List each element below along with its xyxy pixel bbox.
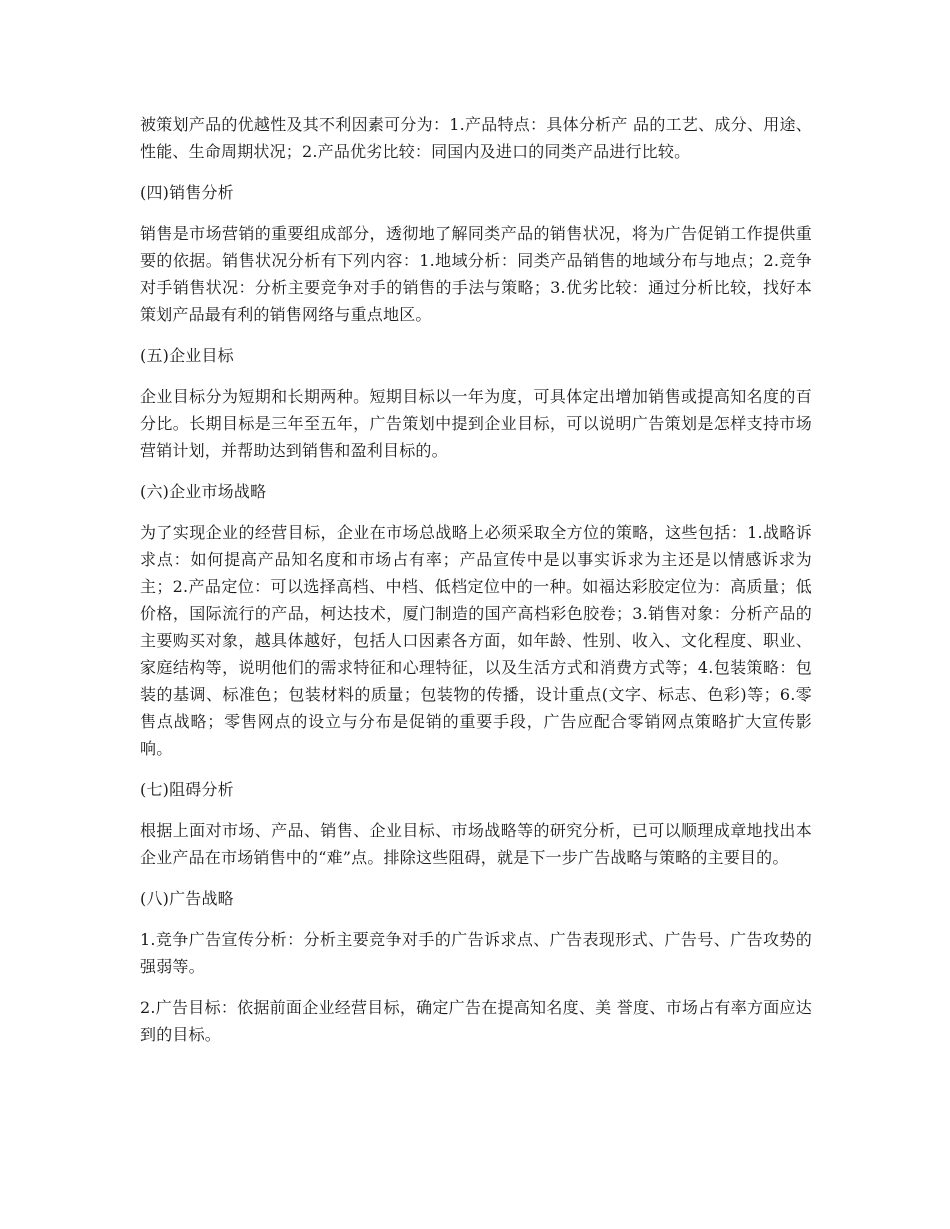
heading-ad-strategy: (八)广告战略: [140, 889, 234, 908]
paragraph-product-advantages: 被策划产品的优越性及其不利因素可分为：1.产品特点：具体分析产 品的工艺、成分、用途、性能、生命周期状况；2.产品优劣比较：同国内及进口的同类产品进行比较。: [140, 115, 812, 161]
heading-enterprise-goals: (五)企业目标: [140, 346, 234, 365]
paragraph-enterprise-goals: 企业目标分为短期和长期两种。短期目标以一年为度，可具体定出增加销售或提高知名度的百分比。长期目标是三年至五年，广告策划中提到企业目标，可以说明广告策划是怎样支持市场营销计划，并帮助达到销售和盈利目标的。: [140, 387, 812, 460]
paragraph-obstacle-analysis: 根据上面对市场、产品、销售、企业目标、市场战略等的研究分析，已可以顺理成章地找出本企业产品在市场销售中的“难”点。排除这些阻碍，就是下一步广告战略与策略的主要目的。: [140, 821, 812, 867]
paragraph-ad-goals: 2.广告目标：依据前面企业经营目标，确定广告在提高知名度、美 誉度、市场占有率方面应达到的目标。: [140, 998, 812, 1044]
document-body: [140, 111, 812, 1062]
heading-obstacle-analysis: (七)阻碍分析: [140, 780, 234, 799]
paragraph-sales-analysis: 销售是市场营销的重要组成部分，透彻地了解同类产品的销售状况，将为广告促销工作提供重要的依据。销售状况分析有下列内容：1.地域分析：同类产品销售的地域分布与地点；2.竞争对手销售状况：分析主要竞争对手的销售的手法与策略；3.优劣比较：通过分析比较，找好本策划产品最有利的销售网络与重点地区。: [140, 224, 812, 324]
heading-market-strategy: (六)企业市场战略: [140, 482, 267, 501]
paragraph-competitive-ad-analysis: 1.竞争广告宣传分析：分析主要竞争对手的广告诉求点、广告表现形式、广告号、广告攻势的强弱等。: [140, 930, 812, 976]
paragraph-market-strategy: 为了实现企业的经营目标，企业在市场总战略上必须采取全方位的策略，这些包括：1.战略诉求点：如何提高产品知名度和市场占有率；产品宣传中是以事实诉求为主还是以情感诉求为主；2.产品定位：可以选择高档、中档、低档定位中的一种。如福达彩胶定位为：高质量；低价格，国际流行的产品，柯达技术，厦门制造的国产高档彩色胶卷；3.销售对象：分析产品的主要购买对象，越具体越好，包括人口因素各方面，如年龄、性别、收入、文化程度、职业、家庭结构等，说明他们的需求特征和心理特征，以及生活方式和消费方式等；4.包装策略：包装的基调、标准色；包装材料的质量；包装物的传播，设计重点(文字、标志、色彩)等；6.零售点战略；零售网点的设立与分布是促销的重要手段，广告应配合零销网点策略扩大宣传影响。: [140, 523, 812, 758]
heading-sales-analysis: (四)销售分析: [140, 183, 234, 202]
